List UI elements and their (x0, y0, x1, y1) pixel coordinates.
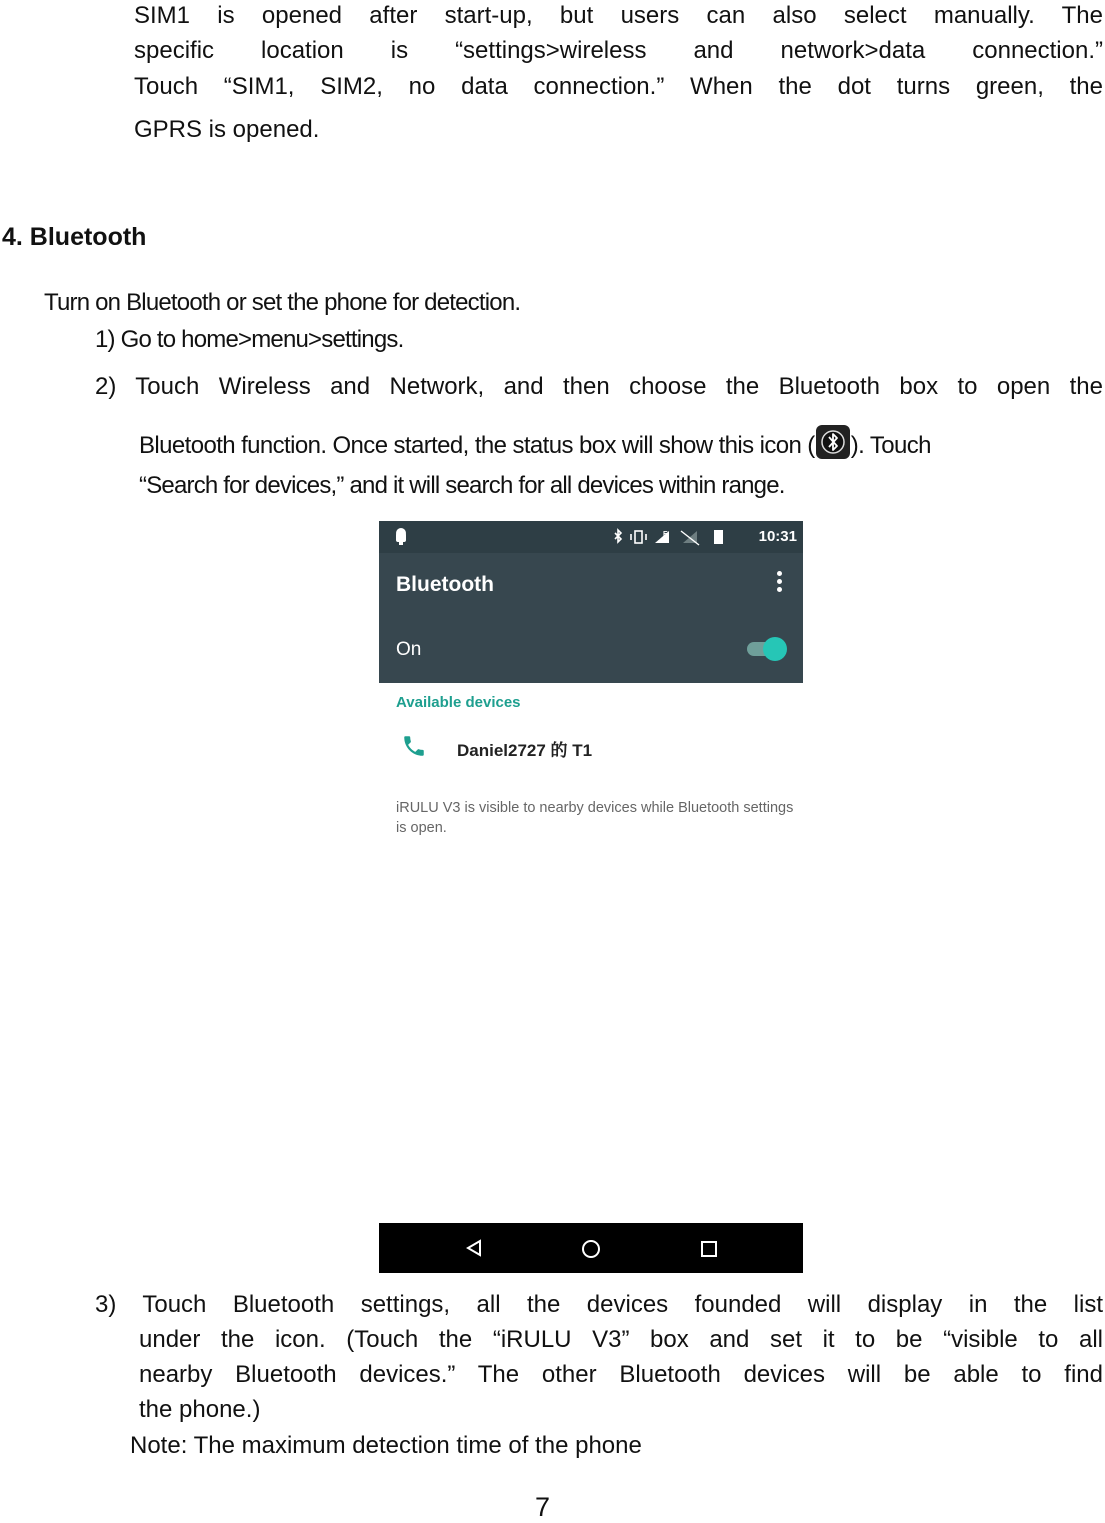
intro-line-2: specific location is “settings>wireless and network>data connection.” (134, 37, 1103, 64)
status-bar (379, 521, 803, 553)
screen-title: Bluetooth (396, 573, 494, 596)
home-icon[interactable] (581, 1239, 601, 1259)
step-3-line-4: the phone.) (139, 1396, 261, 1423)
back-icon[interactable] (465, 1239, 483, 1257)
step-2-line-2-tail: ). Touch (850, 432, 931, 459)
overflow-menu-icon[interactable] (777, 571, 783, 595)
status-icons (611, 527, 723, 547)
step-2-line-2 (139, 425, 931, 460)
app-bar (379, 553, 803, 617)
intro-line-1: SIM1 is opened after start-up, but users can also select manually. The (134, 2, 1103, 29)
bluetooth-toggle-row[interactable] (379, 617, 803, 683)
visibility-note: iRULU V3 is visible to nearby devices while Bluetooth settings is open. (396, 800, 794, 836)
step-2-line-1: 2) Touch Wireless and Network, and then choose the Bluetooth box to open the (95, 373, 1103, 400)
svg-text:E: E (663, 531, 668, 538)
note: Note: The maximum detection time of the phone (130, 1432, 642, 1459)
device-name: Daniel2727 的 T1 (457, 741, 593, 760)
step-3-line-3: nearby Bluetooth devices.” The other Bluetooth devices will be able to find (139, 1361, 1103, 1388)
available-devices-heading: Available devices (396, 694, 521, 711)
android-icon (393, 527, 409, 545)
section-lead: Turn on Bluetooth or set the phone for detection. (44, 289, 521, 316)
step-2-line-2-text: Bluetooth function. Once started, the status box will show this icon ( (139, 432, 815, 459)
step-3-line-1: 3) Touch Bluetooth settings, all the devices founded will display in the list (95, 1291, 1103, 1318)
device-list-item[interactable] (379, 721, 803, 771)
intro-line-4: GPRS is opened. (134, 116, 320, 143)
bluetooth-status-icon (816, 425, 850, 459)
recents-icon[interactable] (700, 1240, 718, 1258)
bluetooth-switch[interactable] (747, 642, 783, 656)
bluetooth-screenshot (379, 521, 803, 1273)
step-1: 1) Go to home>menu>settings. (95, 326, 404, 353)
toggle-label: On (396, 639, 422, 660)
step-2-line-3: “Search for devices,” and it will search for all devices within range. (139, 472, 785, 499)
navigation-bar (379, 1223, 803, 1273)
section-heading: 4. Bluetooth (2, 223, 147, 251)
status-time: 10:31 (758, 528, 797, 545)
phone-icon (401, 733, 427, 759)
step-3-line-2: under the icon. (Touch the “iRULU V3” box and set it to be “visible to all (139, 1326, 1103, 1353)
page-number: 7 (535, 1492, 551, 1522)
intro-line-3: Touch “SIM1, SIM2, no data connection.” When the dot turns green, the (134, 73, 1103, 100)
